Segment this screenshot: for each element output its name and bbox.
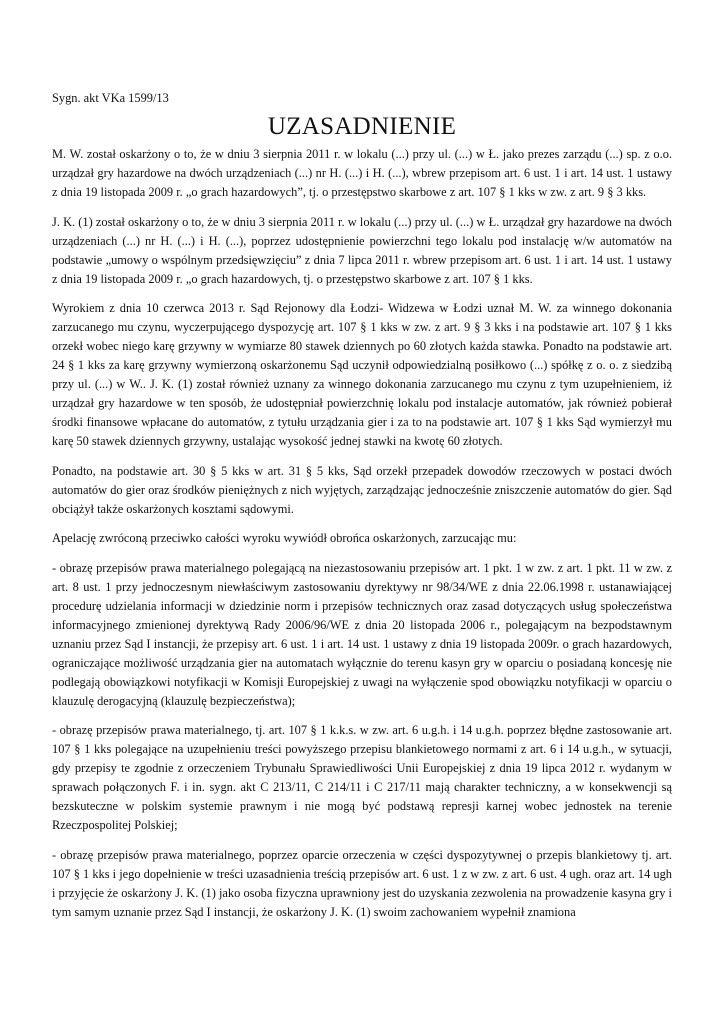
paragraph-charge-jk: J. K. (1) został oskarżony o to, że w dniu 3 sierpnia 2011 r. w lokalu (...) przy ul. (...) w Ł. urządzał gry hazardowe na dwóch urządzeniach (...) nr H. (...) i H. (...), poprzez udostępnienie powierzchni tego lokalu pod instalację w/w automatów na podstawie „umowy o wspólnym przedsięwzięciu” z dnia 7 lipca 2011 r. wbrew przepisom art. 6 ust. 1 i art. 14 ust. 1 ustawy z dnia 19 listopada 2009 r. „o grach hazardowych, tj. o przestępstwo skarbowe z art. 107 § 1 kks. (52, 214, 672, 286)
paragraph-appeal-point-3: - obrazę przepisów prawa materialnego, poprzez oparcie orzeczenia w części dyspozytywnej o przepis blankietowy tj. art. 107 § 1 kks i jego dopełnienie w treści uzasadnienia treścią przepisów art. 6 ust. 1 z w zw. z art. 6 ust. 4 ugh. oraz art. 14 ugh i przyjęcie że oskarżony J. K. (1) jako osoba fizyczna uprawniony jest do uzyskania zezwolenia na prowadzenie kasyna gry i tym samym uznanie przez Sąd I instancji, że oskarżony J. K. (1) swoim zachowaniem wypełnił znamiona (52, 847, 672, 919)
document-page (52, 90, 672, 932)
page-title: UZASADNIENIE (267, 113, 457, 140)
paragraph-verdict: Wyrokiem z dnia 10 czerwca 2013 r. Sąd Rejonowy dla Łodzi- Widzewa w Łodzi uznał M. W. za winnego dokonania zarzucanego mu czynu, wyczerpującego dyspozycję art. 107 § 1 kks w zw. z art. 9 § 3 kks i na podstawie art. 107 § 1 kks orzekł wobec niego karę grzywny w wymiarze 80 stawek dziennych po 60 złotych każda stawka. Ponadto na podstawie art. 24 § 1 kks za karę grzywny wymierzoną oskarżonemu Sąd uczynił odpowiedzialną posiłkowo (...) spółkę z o. o. z siedzibą przy ul. (...) w W.. J. K. (1) został również uznany za winnego dokonania zarzucanego mu czynu z tym uzupełnieniem, iż urządzał gry hazardowe w ten sposób, że udostępniał powierzchnię lokalu pod instalacje automatów, jak również pobierał środki finansowe wpłacane do automatów, z tytułu urządzania gier i za to na podstawie art. 107 § 1 kks Sąd wymierzył mu karę 50 stawek dziennych grzywny, ustalając wysokość jednej stawki na kwotę 60 złotych. (52, 301, 672, 448)
case-signature: Sygn. akt VKa 1599/13 (52, 91, 169, 105)
paragraph-charge-mw: M. W. został oskarżony o to, że w dniu 3 sierpnia 2011 r. w lokalu (...) przy ul. (...) w Ł. jako prezes zarządu (...) sp. z o.o. urządzał gry hazardowe na dwóch urządzeniach (...) nr H. (...) i H. (...), wbrew przepisom art. 6 ust. 1 i art. 14 ust. 1 ustawy z dnia 19 listopada 2009 r. „o grach hazardowych”, tj. o przestępstwo skarbowe z art. 107 § 1 kks w zw. z art. 9 § 3 kks. (52, 147, 672, 199)
paragraph-appeal-intro: Apelację zwróconą przeciwko całości wyroku wywiódł obrońca oskarżonych, zarzucając mu: (52, 531, 517, 545)
paragraph-appeal-point-1: - obrazę przepisów prawa materialnego polegającą na niezastosowaniu przepisów art. 1 pkt. 1 w zw. z art. 1 pkt. 11 w zw. z art. 8 ust. 1 przy jednoczesnym niewłaściwym zastosowaniu dyrektywy nr 98/34/WE z dnia 22.06.1998 r. ustanawiającej procedurę udzielania informacji w dziedzinie norm i przepisów technicznych oraz zasad dotyczących usług społeczeństwa informacyjnego zmienionej dyrektywą Rady 2006/96/WE z dnia 20 listopada 2006 r., polegającym na bezpodstawnym uznaniu przez Sąd I instancji, że przepisy art. 6 ust. 1 i art. 14 ust. 1 ustawy z dnia 19 listopada 2009r. o grach hazardowych, ograniczające możliwość urządzania gier na automatach wyłącznie do terenu kasyn gry w oparciu o posiadaną koncesję nie podlegają obowiązkowi notyfikacji w Komisji Europejskiej z uwagi na wyłączenie spod obowiązku notyfikacji w oparciu o klauzulę derogacyjną (klauzulę bezpieczeństwa); (52, 560, 672, 708)
paragraph-forfeiture: Ponadto, na podstawie art. 30 § 5 kks w art. 31 § 5 kks, Sąd orzekł przepadek dowodów rzeczowych w postaci dwóch automatów do gier oraz środków pieniężnych z nich wyjętych, zarządzając jednocześnie zniszczenie automatów do gier. Sąd obciążył także oskarżonych kosztami sądowymi. (52, 463, 672, 516)
paragraph-appeal-point-2: - obrazę przepisów prawa materialnego, tj. art. 107 § 1 k.k.s. w zw. art. 6 u.g.h. i 14 u.g.h. poprzez błędne zastosowanie art. 107 § 1 kks polegające na uzupełnieniu treści powyższego przepisu blankietowego normami z art. 6 i 14 u.g.h., w sytuacji, gdy przepisy te zgodnie z orzeczeniem Trybunału Sprawiedliwości Unii Europejskiej z dnia 19 lipca 2012 r. wydanym w sprawach połączonych F. i in. sygn. akt C 213/11, C 214/11 i C 217/11 mają charakter techniczny, a w konsekwencji są bezskuteczne w polskim systemie prawnym i nie mogą być podstawą represji karnej wobec jednostek na terenie Rzeczpospolitej Polskiej; (52, 723, 672, 832)
